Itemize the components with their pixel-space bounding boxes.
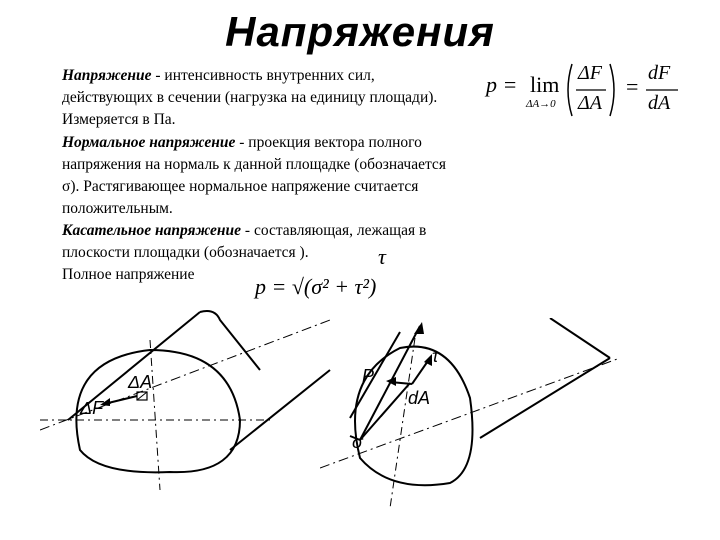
definition-normal-line1	[62, 133, 422, 153]
definition-normal-line4: положительным.	[62, 200, 173, 217]
definition-normal-line2: напряжения на нормаль к данной площадке (обозначается	[62, 156, 446, 173]
definition-shear-line2: плоскости площадки (обозначается ).	[62, 244, 309, 261]
definition-normal-line3: σ). Растягивающее нормальное напряжение считается	[62, 178, 419, 195]
term-stress: Напряжение	[62, 67, 152, 84]
definition-normal-text: - проекция вектора полного	[235, 134, 422, 151]
label-P: P	[362, 366, 375, 386]
formula-lhs: p =	[486, 72, 518, 97]
formula-d-denominator: dA	[648, 92, 671, 114]
term-shear-stress: Касательное напряжение	[62, 222, 242, 239]
definition-stress-line2: действующих в сечении (нагрузка на единицу площади).	[62, 89, 438, 106]
definition-shear-line1	[62, 221, 426, 241]
label-dF: ΔF	[80, 398, 104, 418]
formula-numerator: ΔF	[578, 62, 602, 84]
formula-equals: =	[626, 74, 639, 99]
figure-right-section	[320, 318, 620, 523]
label-dA: ΔA	[128, 372, 153, 392]
formula-lim: lim	[530, 72, 560, 97]
formula-lim-subscript: ΔA→0	[526, 98, 556, 110]
stress-limit-formula	[480, 60, 680, 120]
page-title: Напряжения	[225, 8, 495, 55]
definition-shear-text: - составляющая, лежащая в	[241, 222, 427, 239]
label-sigma: σ	[352, 432, 363, 452]
definition-stress-text: - интенсивность внутренних сил,	[151, 67, 375, 84]
definition-stress-line1	[62, 66, 375, 86]
cylinder-upper-cut	[200, 311, 260, 370]
label-dA: dA	[408, 388, 431, 408]
total-stress-formula: p = √(σ² + τ²)	[255, 274, 377, 299]
definition-total-line: Полное напряжение	[62, 266, 195, 283]
definition-stress-line3: Измеряется в Па.	[62, 111, 176, 128]
label-tau: τ	[432, 346, 439, 366]
formula-d-numerator: dF	[648, 62, 671, 84]
term-normal-stress: Нормальное напряжение	[62, 134, 236, 151]
cylinder-lower-edge	[230, 370, 330, 450]
tau-symbol: τ	[378, 244, 386, 269]
figure-left-section	[40, 300, 340, 505]
formula-denominator: ΔA	[578, 92, 602, 114]
